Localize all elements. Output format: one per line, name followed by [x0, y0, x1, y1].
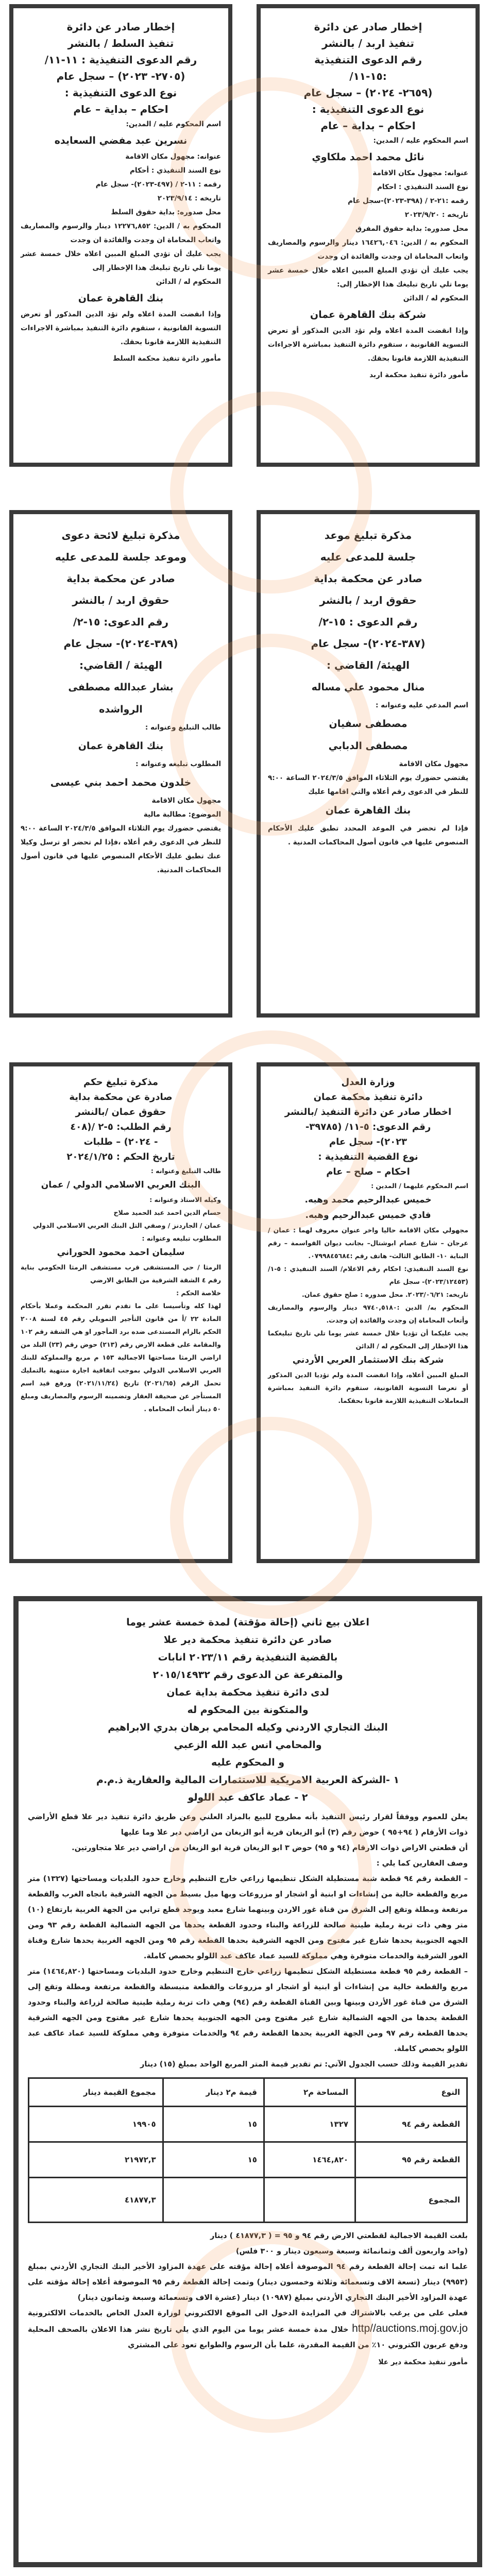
table-cell: ١٤٦٤,٨٢٠: [264, 2142, 355, 2178]
header-cell: النوع: [355, 2078, 467, 2107]
paragraph: يجب عليك أن تؤدي المبلغ المبين اعلاه خلال خمسة عشر يوما تلي تاريخ تبليغك هذا الإخطار إلى:: [268, 266, 468, 289]
title-line: والمحامي انس عبد الله الزعبي: [174, 1739, 322, 1751]
party-name: مصطفى الدبابي: [328, 740, 408, 752]
heading-line: (٣٨٩-٢٠٢٤)- سجل عام: [63, 637, 178, 650]
table-cell: ١٥: [163, 2142, 264, 2178]
table-cell: ١٩٩٠٥: [29, 2107, 163, 2142]
party-name: سليمان احمد محمود الحوراني: [57, 1247, 185, 1258]
title-line: لدى دائرة تنفيذ محكمة بداية عمان: [166, 1687, 329, 1698]
heading-line: احكام – بداية – عام: [320, 120, 416, 132]
heading-line: صادر عن محكمة بداية: [314, 572, 422, 585]
paragraph: تاريخه: ٢٠٢٣/٠٦/٢١. محل صدوره : صلح حقوق عمان.: [301, 1291, 468, 1298]
party-name: خلدون محمد احمد بني عيسى: [50, 777, 192, 788]
party-name: خميس عبدالرحيم محمد وهبه.: [304, 1195, 432, 1205]
paragraph: نوع السند التنفيذي: احكام رقم الاعلام/ السند التنفيذي : ٥-١/ (٢٠٢٣/١٢٤٥٣)- سجل عام: [268, 1265, 468, 1285]
field-label: اسم المدعي عليه وعنوانه :: [375, 701, 468, 709]
notice-amman-judgment: [9, 1062, 232, 1563]
heading-line: وموعد جلسة للمدعى عليه: [55, 551, 187, 563]
heading-line: صادر عن محكمة بداية: [66, 572, 175, 585]
field-label: مجهول مكان الاقامة: [399, 760, 468, 768]
party-name: نسرين عبد مفضي السعايده: [54, 135, 188, 146]
heading-line: ٢٠٢٣)- سجل عام: [329, 1137, 408, 1147]
heading-line: وزارة العدل: [341, 1077, 395, 1088]
title-line: صادر عن دائرة تنفيذ محكمة دير علا: [163, 1634, 332, 1646]
heading-line: رقم الدعوى التنفيذية : ١١-١١/: [44, 54, 197, 66]
heading-line: تاريخ الحكم : ٢٠٢٤/١/٢٥: [66, 1151, 175, 1162]
heading-line: نوع الدعوى التنفيذية :: [64, 87, 177, 99]
field-label: تاريخه : ٢٠٢٣/٩/٢٠: [404, 211, 468, 219]
title-line: و المحكوم عليه: [211, 1757, 285, 1768]
heading-line: :١٥-١١/: [349, 70, 387, 82]
paragraph: عمان / الجاردنز / وصفي التل البنك العربي الاسلامي الدولي: [32, 1222, 221, 1229]
paragraph: المحكوم به / الدين: ١٢٢٧٦,٨٥٢ دينار والرسوم والمصاريف واتعاب المحاماة ان وجدت والفائدة ان وجدت: [21, 222, 221, 244]
heading-line: - ٢٠٢٤) – طلبات: [83, 1137, 158, 1147]
field-label: رقمه : ١١-٢ / (٤٩٧-٢٠٢٣)- سجل عام: [95, 180, 221, 189]
participation-instructions: [28, 2306, 468, 2353]
paragraph: يجب عليكما أن تؤديا خلال خمسة عشر يوما تلي تاريخ تبليغكما هذا الإخطار إلى المحكوم له / الدائن: [268, 1329, 468, 1350]
party-name: بنك القاهرة عمان: [78, 293, 164, 304]
table-cell: ١٣٢٧: [264, 2107, 355, 2142]
header-cell: قيمة م٢ دينار: [163, 2078, 264, 2107]
heading-line: حقوق اربد / بالنشر: [72, 594, 169, 606]
party-name: الرواشده: [99, 704, 143, 715]
heading-line: (٢٦٥٩- ٢٠٢٤) – سجل عام: [303, 87, 433, 99]
participation-text-before: فعلى على من يرغب بالاشتراك في المزايدة الدخول الى الموقع الالكتروني لوزارة العدل الخاص بالخدمات الالكترونية: [28, 2309, 468, 2317]
heading-line: حقوق عمان /بالنشر: [75, 1107, 166, 1117]
table-cell: [264, 2178, 355, 2223]
table-row: [29, 2107, 467, 2142]
title-line: ٢ - عماد عاكف عبد اللولو: [188, 1792, 308, 1803]
table-header-row: [29, 2078, 467, 2107]
paragraph: فإذا لم تحضر في الموعد المحدد تطبق عليك الأحكام المنصوص عليها في قانون أصول المحاكمات المدنية .: [268, 824, 468, 846]
header-cell: مجموع القيمة دينار: [29, 2078, 163, 2107]
party-name: فادي خميس عبدالرحيم وهبه.: [305, 1210, 431, 1221]
heading-line: رقم الدعوى: ٥-١١/ (٣٩٧٨٥-: [305, 1122, 431, 1132]
title-line: البنك التجاري الاردني وكيله المحامي برهان بدري الابراهيم: [108, 1722, 388, 1733]
field-label: خلاصة الحكم :: [176, 1289, 221, 1297]
heading-line: جلسة للمدعى عليه: [320, 551, 416, 563]
field-label: المطلوب تبليغه وعنوانه :: [142, 1234, 221, 1242]
notice-irbid-lawsuit-summons: [9, 510, 232, 1018]
notice-irbid-hearing-summons: [257, 510, 480, 1018]
field-label: اسم المحكوم عليه / المدين:: [126, 120, 221, 128]
provisional-awards: علما انه تمت إحالة القطعة رقم ٩٤ الموصوفة أعلاه إحالة مؤقته على عهدة المزاود الأخير البنك التجاري الأردني بمبلغ (٩٩٥٣) دينار (تسعة الاف وتسعمائة وثلاثة وخمسون دينار) وتمت إحالة القطعة رقم ٩٥ الموصوفة أعلاه إحالة مؤقته على عهدة المزاود الأخير البنك التجاري الأردني بمبلغ (١٠٩٨٧) دينار (عشرة الاف وتسعمائة وسبعة وثمانون دينار): [28, 2263, 468, 2302]
paragraph: الرمثا / حي المستشفى قرب مستشفى الرمثا الحكومي بناية رقم ٤ الشقة الشرقية من الطابق الارضي: [21, 1263, 221, 1284]
table-cell: ٢١٩٧٢,٣: [29, 2142, 163, 2178]
heading-line: احكام – بداية – عام: [73, 103, 168, 115]
party-name: بنك القاهرة عمان: [78, 740, 164, 752]
heading-line: الهيئة/ القاضي :: [326, 659, 410, 671]
heading-line: تنفيذ اربد / بالنشر: [322, 37, 414, 49]
paragraph: يجب عليك أن تؤدي المبلغ المبين اعلاه خلال خمسة عشر يوما تلي تاريخ تبليغك هذا الإخطار إلى: [21, 250, 221, 272]
field-label: نوع السند التنفيذي : احكام: [377, 183, 468, 191]
field-label: اسم المحكوم عليه / المدين:: [373, 137, 468, 145]
field-label: مجهول مكان الاقامة: [151, 796, 221, 805]
field-label: حسام الدين احمد عبد الحميد صلاح: [113, 1209, 221, 1216]
paragraph: المحكوم به / الدين: ١٦٤٢٦,٠٤٦ دينار والرسوم والمصاريف واتعاب المحاماة ان وجدت والفائدة ان وجدت: [268, 239, 468, 261]
party-name: بنك القاهرة عمان: [325, 805, 411, 816]
heading-line: نوع القضية التنفيذية :: [318, 1151, 418, 1162]
heading-line: (٣٨٧-٢٠٢٤)- سجل عام: [311, 637, 426, 650]
title-line: والمتكونة بين المحكوم له: [187, 1704, 309, 1716]
heading-line: نوع الدعوى التنفيذية :: [312, 103, 425, 115]
heading-line: مذكرة تبليغ حكم: [83, 1077, 159, 1088]
title-line: والمتفرعة عن الدعوى رقم ٢٠١٥/١٤٩٣٢: [152, 1669, 343, 1681]
heading-line: حقوق اربد / بالنشر: [319, 594, 417, 606]
paragraph: المحكوم به/ الدين :٩٧٤٠,٥١٨٠ دينار والرسوم والمصاريف وأتعاب المحاماة إن وجدت والفائدة إن وجدت.: [268, 1303, 469, 1324]
auction-adjacent: أن قطعتي الاراض ذوات الارقام (٩٤ و ٩٥) حوض ٣ ابو الزيغان قرية ابو الزيغان من اراضي دير علا متجاورتين.: [72, 1844, 468, 1852]
field-label: طالب التبليغ وعنوانه :: [145, 723, 221, 732]
heading-line: مذكرة تبليغ موعد: [324, 529, 412, 541]
notice-salt-execution: [9, 4, 232, 467]
heading-line: إخطار صادر عن دائرة: [66, 21, 175, 33]
field-label: المطلوب تبليغه وعنوانه :: [135, 760, 221, 768]
total-value-words: (واحد واربعون ألف وثمانمائة وسبعة وسبعون دينار و ٣٠٠ فلس): [235, 2247, 468, 2256]
table-cell: المجموع: [355, 2178, 467, 2223]
paragraph: مجهولي مكان الاقامة حاليا واخر عنوان معروف لهما : عمان / عرجان – شارع عصام ابوشتال– بجانب ديوان القواسمة – رقم البناية ١٠- الطابق الثالث- هاتف رقم :٠٧٩٩٨٤٥٦٨٤.: [268, 1226, 468, 1260]
field-label: المحكوم له / الدائن: [156, 278, 221, 286]
field-label: محل صدوره: بداية حقوق السلط: [111, 208, 221, 216]
paragraph: يقتضي حضورك يوم الثلاثاء الموافق ٢٠٢٤/٣/٥ الساعة ٩:٠٠ للنظر في الدعوى رقم أعلاه والتي اقامها عليك: [268, 774, 469, 796]
field-label: طالب التبليغ وعنوانه :: [150, 1167, 221, 1175]
table-cell: القطعة رقم ٩٤: [355, 2107, 467, 2142]
party-name: شركة بنك الاستثمار العربي الأردني: [292, 1355, 444, 1365]
notice-amman-execution: [257, 1062, 480, 1563]
heading-line: دائرة تنفيذ محكمة عمان: [313, 1092, 423, 1103]
signature: مأمور دائرة تنفيذ محكمة السلط: [113, 354, 221, 363]
heading-line: رقم الدعوى : ١٥-٢/: [318, 616, 418, 628]
field-label: تاريخه : ٢٠٢٣/٩/١٤: [157, 194, 221, 202]
plot-94-description: – القطعة رقم ٩٤ قطعة شبة مستطيلة الشكل تنظيمها زراعي خارج التنظيم وخارج حدود البلديات ومساحتها (١٣٢٧) متر مربع والقطعة خالية من إنشاءات او ابنية أو اشجار او مزروعات وبها ميل بسيط من الجهه الشرقية باتجاه الغرب والقطعة مرتفعة ومطلة وتقع إلى الشرق من قناة غور الاردن وبينهما شارع معبد ويوجد قطع ترابي من الجهة الغربية بارتفاع (١٠) متر وهي ذات تربة رملية طينية صالحة للزراعة والبناء وحدود القطعة يحدها من الجهه الشمالية القطعة رقم ٩٣ ومن الجهه الجنوبية يحدها شارع غير مفتوح ومن الجهه الشرقية بحدها القطعة رقم ٩٥ ومن الجهه الغربية يحدها شارع وقناة الغور الشرقية والخدمات متوفرة وهي مملوكة للسيد عماد عاكف عبد اللولو بحصص كاملة.: [28, 1875, 468, 1960]
heading-line: صادرة عن محكمة بداية: [69, 1092, 173, 1103]
paragraph: يقتضي حضورك يوم الثلاثاء الموافق ٢٠٢٤/٣/٥ الساعة ٩:٠٠ للنظر في الدعوى رقم أعلاه ،فإذا لم تحضر او ترسل وكيلا عنك تطبق عليك الأحكام المنصوص عليها في قانون أصول المحاكمات المدنية.: [21, 824, 222, 874]
notice-irbid-execution: [257, 4, 480, 467]
party-name: البنك العربي الاسلامي الدولي / عمان: [41, 1180, 201, 1190]
field-label: عنوانه: مجهول مكان الاقامة: [372, 169, 468, 177]
field-label: وكيله الاستاذ وعنوانه :: [149, 1196, 221, 1204]
auction-website-link[interactable]: http//auctions.moj.gov.jo: [352, 2323, 468, 2334]
total-value: بلغت القيمة الاجمالية لقطعتي الارض رقم ٩٤ و ٩٥ = ( ٤١٨٧٧,٣ ) دينار: [210, 2232, 468, 2240]
heading-line: مذكرة تبليغ لائحة دعوى: [61, 529, 180, 541]
title-line: اعلان بيع ثاني (إحالة مؤقتة) لمدة خمسة عشر يوما: [126, 1617, 369, 1628]
heading-line: إخطار صادر عن دائرة: [314, 21, 422, 33]
field-label: محل صدوره: بداية حقوق المفرق: [355, 225, 468, 233]
heading-line: رقم الدعوى التنفيذية: [314, 54, 422, 66]
auction-title: [28, 1614, 468, 1806]
paragraph: وإذا انقضت المدة اعلاه ولم تؤد الدين المذكور أو تعرض التسوية القانونية ، ستقوم دائرة التنفيذ بمباشرة الاجراءات التنفيذية اللازمة قانونا بحقك.: [268, 327, 468, 363]
valuation-table: [28, 2077, 468, 2223]
party-name: شركة بنك القاهرة عمان: [310, 309, 427, 320]
heading-line: الهيئة / القاضي:: [79, 659, 163, 671]
table-total-row: [29, 2178, 467, 2223]
party-name: بشار عبدالله مصطفى: [68, 682, 174, 693]
paragraph: لهذا كله وتأسيسا على ما تقدم تقرر المحكمة وعملا بأحكام المادة ٢٢ /أ من قانون التأجير التمويلي رقم ٤٥ لسنة ٢٠٠٨ الحكم بالزام المستدعى ضده برد المأجور او هي الشقة رقم ١٠٢ والمقامة على قطعة الارض رقم (٢١٣) حوض رقم (٢٣) البلد من اراضي الرمثا مساحتها الاجمالية ١٥٣ م مربع والمملوكة للبنك العربي الاسلامي الدولي بموجب اتفاقية اجارة منتهية بالتمليك تحمل الرقم (٢٠٢١/٦٥) تاريخ (٢٠٢١/١١/٢٤) ورفع قيد اسم المستأجر عن صحيفة العقار وتضمينه الرسوم والمصاريف ومبلغ ٥٠ دينار أتعاب المحاماه .: [21, 1302, 222, 1413]
paragraph: وإذا انقضت المدة اعلاه ولم تؤد الدين المذكور أو تعرض التسوية القانونية ، ستقوم دائرة التنفيذ بمباشرة الاجراءات التنفيذية اللازمة قانونا بحقك.: [21, 310, 221, 346]
paragraph: المبلغ المبين أعلاه، وإذا انقضت المدة ولم تؤديا الدين المذكور أو تعرضا التسوية القانونية، ستقوم دائرة التنفيذ بمباشرة المعاملات التنفيذية اللازمة قانونا بحقكما.: [268, 1371, 468, 1404]
table-cell: ١٥: [163, 2107, 264, 2142]
field-label: رقمه :٢١-٢ / (٣٩٨-٢٠٢٣)-سجل عام: [348, 197, 468, 205]
plot-95-description: – القطعة رقم ٩٥ قطعة مستطيلة الشكل تنظيمها زراعي خارج التنظيم وخارج حدود البلديات ومساحتها (١٤٦٤,٨٢٠) متر مربع والقطعة خالية من إنشاءات أو ابنية أو اشجار او مزروعات والقطعة منبسطة والقطعة مرتفعة ومطلة وتقع إلى الشرق من قناة غور الأردن وبينها وبين القناة القطعة رقم (٩٤) وهي ذات تربة رملية طينية صالحة لزراعة والبناء وحدود القطعة يحدها من الجهه الشمالية شارع غير مفتوح ومن الجهه الجنوبية يحدها شارع غير مفتوح ومن الجهه الشرقية يحدها القطعة رقم ٩٧ ومن الجهة الغربية يحدها القطعة رقم ٩٤ والخدمات متوفرة وهي مملوكة للسيد عماد عاكف عبد اللولو بحصص كاملة.: [28, 1968, 468, 2053]
field-label: اسم المحكوم عليهما / المدين :: [371, 1182, 468, 1190]
party-name: مصطفى سفيان: [329, 718, 408, 730]
participation-text-after: خلال مدة خمسة عشر يوما من اليوم الذي يلي تاريخ نشر هذا الاعلان بالصحف المحلية ودفع عربون الكتروني ١٠٪ من القيمة المقدرة، علما بأن الرسوم والطوابع تعود على المشتري: [28, 2326, 468, 2349]
valuation-text: تقدير القيمة وذلك حسب الجدول الآتي: تم تقدير قيمة المتر المربع الواحد بمبلغ (١٥) دينار: [140, 2060, 468, 2069]
table-cell: ٤١٨٧٧,٣: [29, 2178, 163, 2223]
title-line: بالقضية التنفيذية رقم ٢٠٢٣/١١ انابات: [158, 1652, 338, 1663]
heading-line: رقم الدعوى: ١٥-٢/: [73, 616, 168, 628]
title-line: ١ -الشركة العربية الامريكية للاستثمارات المالية والعقارية ذ.م.م: [96, 1774, 400, 1786]
heading-line: رقم الطلب: ٥-٢ /(٤٠٨: [70, 1122, 172, 1132]
table-cell: [163, 2178, 264, 2223]
party-name: منال محمود علي مساله: [311, 682, 425, 693]
heading-line: (٢٧٠٥- ٢٠٢٣) – سجل عام: [56, 70, 185, 82]
auction-notice: [13, 1596, 482, 2567]
field-label: الموضوع: مطالبة مالية: [143, 810, 221, 819]
party-name: نائل محمد احمد ملكاوي: [312, 151, 425, 163]
signature: مأمور دائرة تنفيذ محكمة اربد: [369, 371, 468, 379]
auction-intro: يعلن للعموم ووفقاً لقرار رئيس التنفيذ بأنه مطروح للبيع بالمزاد العلني وعن طريق دائرة تنفيذ دير علا قطع الأراضي ذوات الأرقام ( ٩٤+٩٥ ) حوض رقم (٣) أبو الزيغان قرية أبو الزيغان من اراضي دير علا وما عليها: [28, 1813, 468, 1837]
table-row: [29, 2142, 467, 2178]
auction-desc-label: وصف العقارين كما يلي :: [376, 1859, 468, 1868]
field-label: نوع السند التنفيذي : أحكام: [130, 166, 221, 175]
heading-line: اخطار صادر عن دائرة التنفيذ /بالنشر: [284, 1107, 452, 1117]
heading-line: احكام – صلح – عام: [326, 1166, 410, 1177]
table-cell: القطعة رقم ٩٥: [355, 2142, 467, 2178]
field-label: المحكوم له / الدائن: [403, 294, 468, 302]
auction-signature: مأمور تنفيذ محكمة دير علا: [378, 2358, 468, 2366]
field-label: عنوانه: مجهول مكان الاقامة: [125, 152, 221, 161]
heading-line: تنفيذ السلط / بالنشر: [67, 37, 174, 49]
header-cell: المساحة م٢: [264, 2078, 355, 2107]
